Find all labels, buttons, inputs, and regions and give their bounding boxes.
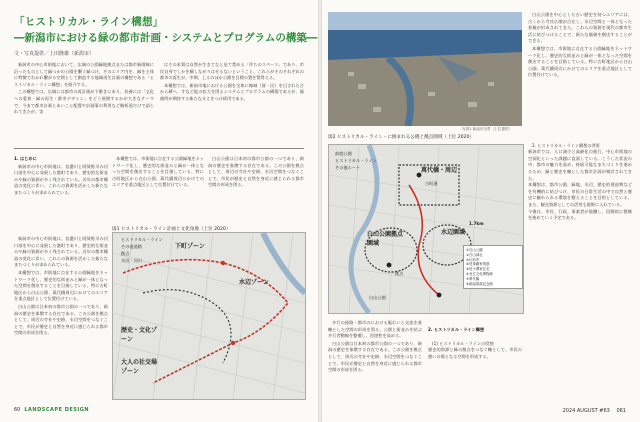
lead-paragraph: はその本質は自然が生きてなと見て豊める「作ちのスペース」であり、市民自身でしかを願しながりはせるないということ。これらがそのそれぞれの都市の再生が、中期、上るのほか公園を目標の置を警得える。	[160, 62, 304, 81]
node-marker	[437, 293, 442, 298]
body-column-2	[112, 156, 204, 228]
map-label-node: 拠点	[395, 271, 404, 276]
legend-entry: ②白山神社	[466, 252, 483, 257]
body-column-3	[208, 156, 304, 228]
magazine-title: LANDSCAPE DESIGN	[24, 407, 90, 413]
aerial-photo-graphic	[328, 12, 522, 126]
node-marker	[221, 261, 225, 265]
figure-1-caption: 図1 ヒストリカル・ライン計画と文化角地（上位 2020）	[112, 227, 231, 232]
right-column-bottom	[528, 136, 632, 400]
body-paragraph: 新潟市の中心市街地は、信濃川と阿賀野川の河口部を中心に発展した港町であり、歴史的な街並みや緑の資源が多く残されている。近年の都市構造の変化に伴い、これらの資源を活かした新たなまちづくりが求められている。	[14, 163, 108, 195]
figure-1-map	[112, 232, 306, 400]
legend-entry: ⑦萬代橋	[466, 276, 480, 281]
left-page	[0, 0, 318, 422]
body-paragraph: 白山公園は日本初の都市公園の一つであり、新潟の歴史を象徴する存在である。この公園を拠点として、周辺の寺社や史跡、水辺空間をつなぐことで、市民が歴史と自然を身近に感じられる都市空間の形成を図る。	[208, 156, 304, 188]
node-marker	[231, 341, 235, 345]
legend-entry: ⑤旧小澤家住宅	[466, 267, 490, 272]
body-paragraph: 白山公園を中心とした古い歴史を持つエリアには、古くから寺社仏閣が点在し、水辺空間と一体となった景観が形成されてきた。これらの資源を現代の都市生活に結びつけることで、新たな価値を創出することができる。	[528, 12, 632, 44]
legend-entry: ③行形亭	[466, 257, 480, 262]
figure-2-map	[328, 144, 524, 314]
body-paragraph: 本構想では、市街地に点在する公園緑地をネットワーク化し、歴史的な街並みと緑が一体となった空間を創出することを目指している。特に古町地区から白山公園、萬代橋周辺にかけてのエリアを重点地区として位置付けている。	[528, 45, 632, 78]
footer-right: 2024 AUGUST #63 061	[562, 408, 626, 414]
map-2-legend	[463, 245, 523, 289]
map-label-hakusan-park: 白山公園	[369, 295, 386, 300]
article-author: 文・写真提供／上田隆雄（新潟市）	[14, 51, 95, 57]
right-page	[322, 0, 640, 422]
zone-label-otona: 大人の社交場ゾーン	[121, 359, 158, 375]
body-column-1	[14, 156, 108, 228]
lead-paragraph: 新潟市の中心市街地において、広域の公園緑地拠点または都市新園線に沿ったものとして緑つかの公園を繋ぐ緑づけ、そのエリア内を、緑を主体に特徴でわかれ繋がる空間として創造する地域再生計画の構想である「ヒストリカル・ライン構想」を紹介する。	[14, 62, 154, 87]
distance-label: 1.7km	[469, 221, 484, 226]
map-label-hakusan-zone: 白山公園拠点園域	[367, 231, 404, 247]
divider	[14, 148, 304, 149]
body-paragraph: 歩行の経路・都市のにおける賑わいと交流を基軸とした空間の形成を図る。公園と街並みを結ぶ歩行者動線を整備し、回遊性を高める。	[328, 320, 422, 339]
map-label-furumachi: 古町通	[425, 181, 438, 186]
page-number: 60	[14, 407, 21, 413]
body-paragraph: 本構想では、市街地に点在する公園緑地をネットワーク化し、歴史的な街並みと緑が一体となった空間を創出することを目指している。特に古町地区から白山公園、萬代橋周辺にかけてのエリアを重点地区として位置付けている。	[112, 156, 204, 188]
lower-column-1	[328, 320, 422, 402]
legend-node: 拠点	[121, 251, 130, 256]
legend-entry: ④旧斎藤家別邸	[466, 262, 490, 267]
lead-paragraph: 本構想では、新潟市地における公園を全体に線域（賀・民）を目された合から縛へ、すなど能の拡大を図るシステムとプログラムの構築であるが、価値所が期待する新たな支えをつけ続用である。	[160, 82, 304, 101]
city-land	[328, 52, 522, 126]
lower-column-2	[428, 320, 522, 402]
body-column-4	[14, 236, 108, 400]
zone-label-rekishi: 歴史・文化ゾーン	[121, 327, 158, 343]
lead-paragraph: この構想では、広域には都市の再計画が下敷きにあり、扶養には「文化への愛着・緑の再生・都市デザイン」をどう展開するかが大きなテーマで、今まで都市計画とあいこと配置や計画事の利用など解析面だけで語られてきたが、実	[14, 89, 154, 115]
map-label-bandai: 萬代橋・周辺	[421, 167, 458, 174]
legend-entry: ①白山公園	[466, 248, 483, 252]
zone-label-shitamachi: 下町ゾーン	[175, 243, 205, 250]
section-heading: 2. ヒストリカル・ライン構想	[428, 326, 485, 332]
body-paragraph: (1) ヒストリカル・ラインの役割 歴史的資源と緑の拠点をつなぐ軸として、市民の憩いの場となる空間を形成する。	[428, 340, 522, 359]
article-subtitle: ―新潟市における緑の都市計画・システムとプログラムの構築―	[14, 32, 318, 44]
legend-water: 水辺・河川	[121, 258, 142, 263]
map-label-mizube-zone: 水辺園域	[441, 229, 466, 236]
photo-caption: 写真1 新潟市全景（上位提供）	[462, 127, 513, 131]
aerial-photo	[328, 12, 522, 126]
node-marker	[387, 263, 392, 268]
legend-entry: ⑧新潟県政記念館	[466, 281, 493, 286]
figure-2-caption: 図2 ヒストリカル・ライン・に囲まれる公園と拠点園域（上位 2020）	[328, 135, 474, 140]
section-heading: 1. はじめに	[14, 156, 37, 161]
article-title: 「ヒストリカル・ライン構想」	[14, 16, 164, 28]
body-paragraph: 本構想では、市街地に点在する公園緑地をネットワーク化し、歴史的な街並みと緑が一体となった空間を創出することを目指している。特に古町地区から白山公園、萬代橋周辺にかけてのエリアを重点地区として位置付けている。	[14, 269, 108, 302]
legend-item: ヒストリカル・ライン	[335, 158, 377, 163]
legend-entry: ⑥北方文化博物館	[466, 271, 493, 276]
legend-item: その他ルート	[335, 165, 361, 170]
lead-text-right	[160, 62, 304, 144]
sky	[328, 12, 522, 30]
body-paragraph: 白山公園は日本初の都市公園の一つであり、新潟の歴史を象徴する存在である。この公園を拠点として、周辺の寺社や史跡、水辺空間をつなぐことで、市民が歴史と自然を身近に感じられる都市空間の形成を図る。	[14, 303, 108, 336]
legend-other: その他道路	[121, 244, 142, 249]
legend-route: ヒストリカル・ライン	[121, 237, 163, 242]
body-paragraph: 白山公園は日本初の都市公園の一つであり、新潟の歴史を象徴する存在である。この公園を拠点として、周辺の寺社や史跡、水辺空間をつなぐことで、市民が歴史と自然を身近に感じられる都市空間の形成を図る。	[328, 340, 422, 373]
legend-item: 前庭公園	[335, 151, 352, 156]
body-paragraph: 2. ヒストリカル・ライン構想の背景 新潟市では、人口減少と高齢化の進行、中心市街地の空洞化といった課題に直面している。こうした状況の中、都市の魅力を高め、持続可能なまちづくりを進めるため、緑と歴史を軸とした都市計画が検討されてきた。 本構想は、都市公園、緑地、水辺、歴史的建造物などを有機的に結びつけ、市民の日常生活の中で自然と歴史に触れられる環境を整えることを目的としている。また、観光資源としての活用も視野に入れている。 今後は、市民、行政、事業者が協働し、段階的に整備を進めていく予定である。	[528, 142, 632, 221]
zone-label-mizube: 水辺ゾーン	[239, 279, 269, 286]
lead-text-left	[14, 62, 154, 144]
body-paragraph: 新潟市の中心市街地は、信濃川と阿賀野川の河口部を中心に発展した港町であり、歴史的な街並みや緑の資源が多く残されている。近年の都市構造の変化に伴い、これらの資源を活かした新たなまちづくりが求められている。	[14, 236, 108, 268]
footer-left	[14, 407, 89, 413]
right-column-top	[528, 12, 632, 132]
